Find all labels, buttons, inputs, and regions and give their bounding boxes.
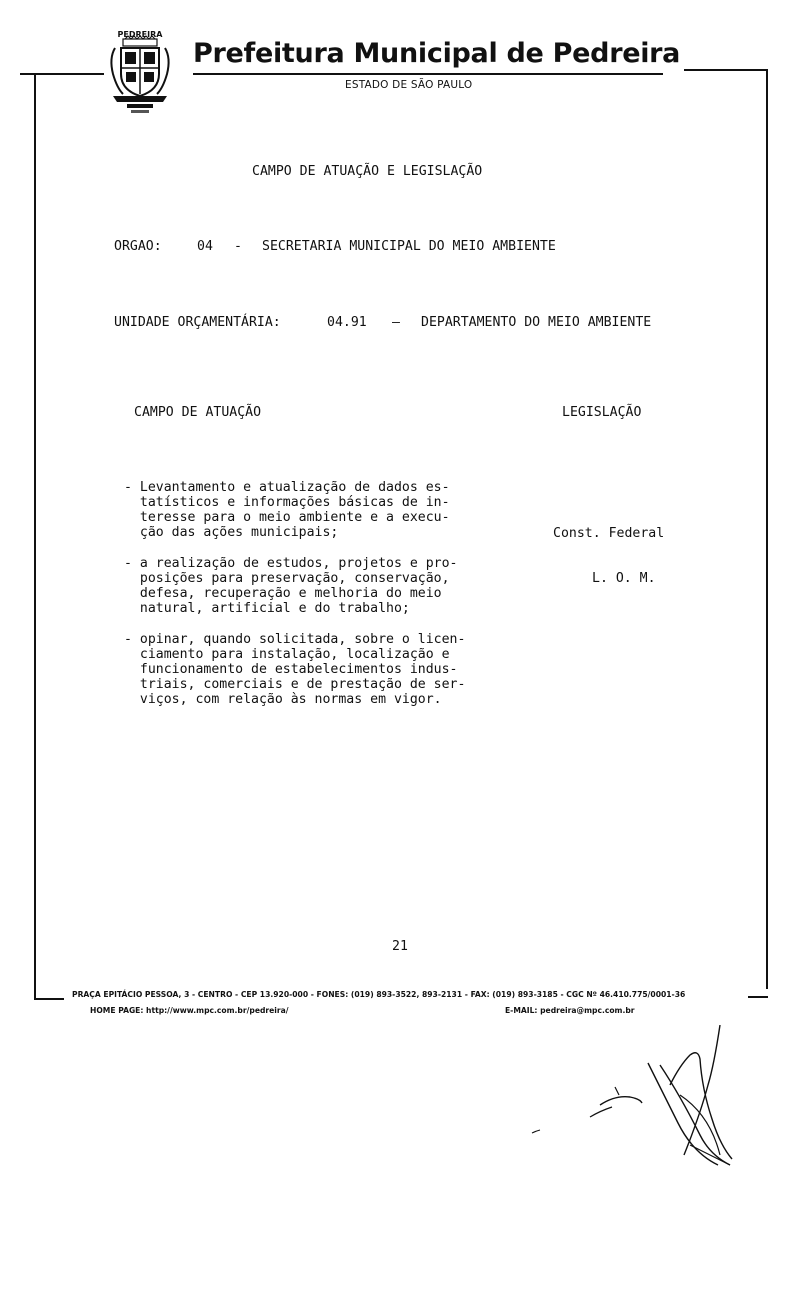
footer-home-page: HOME PAGE: http://www.mpc.com.br/pedreira/ <box>90 1006 289 1015</box>
footer-email: E-MAIL: pedreira@mpc.com.br <box>505 1006 635 1015</box>
orgao-label: ORGAO: <box>114 239 162 254</box>
frame-top-left <box>20 73 104 75</box>
orgao-name: SECRETARIA MUNICIPAL DO MEIO AMBIENTE <box>262 239 556 254</box>
unidade-name: DEPARTAMENTO DO MEIO AMBIENTE <box>421 315 652 330</box>
unidade-code: 04.91 <box>327 315 367 330</box>
unidade-label: UNIDADE ORÇAMENTÁRIA: <box>114 315 281 330</box>
page-number: 21 <box>392 939 408 954</box>
frame-top-right <box>684 69 768 71</box>
org-name: Prefeitura Municipal de Pedreira <box>193 38 681 69</box>
legislacao-item-2: L. O. M. <box>592 571 656 586</box>
crest-top-text: PEDREIRA <box>117 30 163 39</box>
col-campo-header: CAMPO DE ATUAÇÃO <box>134 405 262 420</box>
frame-bottom-left <box>34 998 64 1000</box>
unidade-dash: – <box>392 315 400 330</box>
frame-right <box>766 69 768 989</box>
org-state: ESTADO DE SÃO PAULO <box>345 79 473 91</box>
footer-address: PRAÇA EPITÁCIO PESSOA, 3 - CENTRO - CEP 13.920-000 - FONES: (019) 893-3522, 893-2131 - FAX: (019) 893-3185 - CGC Nº 46.410.775/0001-36 <box>72 990 686 999</box>
legislacao-item-1: Const. Federal <box>553 526 665 541</box>
campo-item-3: - opinar, quando solicitada, sobre o licen- ciamento para instalação, localização e funcionamento de estabelecimentos indus- triais, comerciais e de prestação de ser- viços, com relação às normas em vigor. <box>124 632 466 708</box>
frame-left <box>34 73 36 998</box>
orgao-code: 04 <box>197 239 213 254</box>
document-title: CAMPO DE ATUAÇÃO E LEGISLAÇÃO <box>252 164 483 179</box>
org-name-underline <box>193 73 663 75</box>
campo-item-1: - Levantamento e atualização de dados es- tatísticos e informações básicas de in- teresse para o meio ambiente e a execu- ção das ações municipais; <box>124 480 450 541</box>
col-legislacao-header: LEGISLAÇÃO <box>562 405 642 420</box>
orgao-dash: - <box>234 239 242 254</box>
campo-item-2: - a realização de estudos, projetos e pro- posições para preservação, conservação, defesa, recuperação e melhoria do meio natural, artificial e do trabalho; <box>124 556 458 617</box>
municipal-coat-of-arms-icon <box>105 28 175 116</box>
handwritten-signature-icon <box>520 1025 770 1175</box>
frame-bottom-right <box>748 996 768 998</box>
